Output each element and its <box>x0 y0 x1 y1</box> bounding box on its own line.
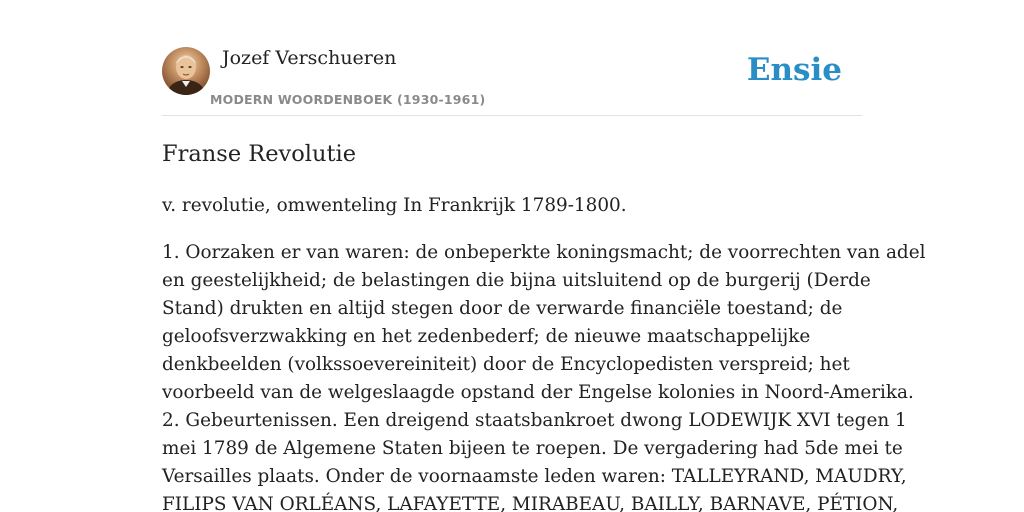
portrait-photo-icon <box>162 47 210 95</box>
body-line: en geestelijkheid; de belastingen die bijna uitsluitend op de burgerij (Derde <box>162 270 871 291</box>
body-line: 1. Oorzaken er van waren: de onbeperkte koningsmacht; de voorrechten van adel <box>162 242 926 263</box>
header-divider <box>162 115 862 116</box>
entry-definition: v. revolutie, omwenteling In Frankrijk 1789-1800. <box>162 195 627 216</box>
body-line: voorbeeld van de welgeslaagde opstand der Engelse kolonies in Noord-Amerika. <box>162 382 914 403</box>
author-avatar[interactable] <box>162 47 210 95</box>
entry-body <box>162 239 926 512</box>
body-line: 2. Gebeurtenissen. Een dreigend staatsbankroet dwong LODEWIJK XVI tegen 1 <box>162 410 907 431</box>
body-line: Versailles plaats. Onder de voornaamste leden waren: TALLEYRAND, MAUDRY, <box>162 466 907 487</box>
body-line: Stand) drukten en altijd stegen door de verwarde financiële toestand; de <box>162 298 843 319</box>
brand-logo[interactable]: Ensie <box>746 52 842 88</box>
entry-content <box>162 192 926 512</box>
body-line: FILIPS VAN ORLÉANS, LAFAYETTE, MIRABEAU, BAILLY, BARNAVE, PÉTION, <box>162 494 899 512</box>
entry-title: Franse Revolutie <box>162 141 357 167</box>
body-line: denkbeelden (volkssoevereiniteit) door de Encyclopedisten verspreid; het <box>162 354 850 375</box>
author-name[interactable]: Jozef Verschueren <box>222 47 397 69</box>
body-line: geloofsverzwakking en het zedenbederf; de nieuwe maatschappelijke <box>162 326 811 347</box>
source-label[interactable]: MODERN WOORDENBOEK (1930-1961) <box>210 92 486 107</box>
body-line: mei 1789 de Algemene Staten bijeen te roepen. De vergadering had 5de mei te <box>162 438 903 459</box>
